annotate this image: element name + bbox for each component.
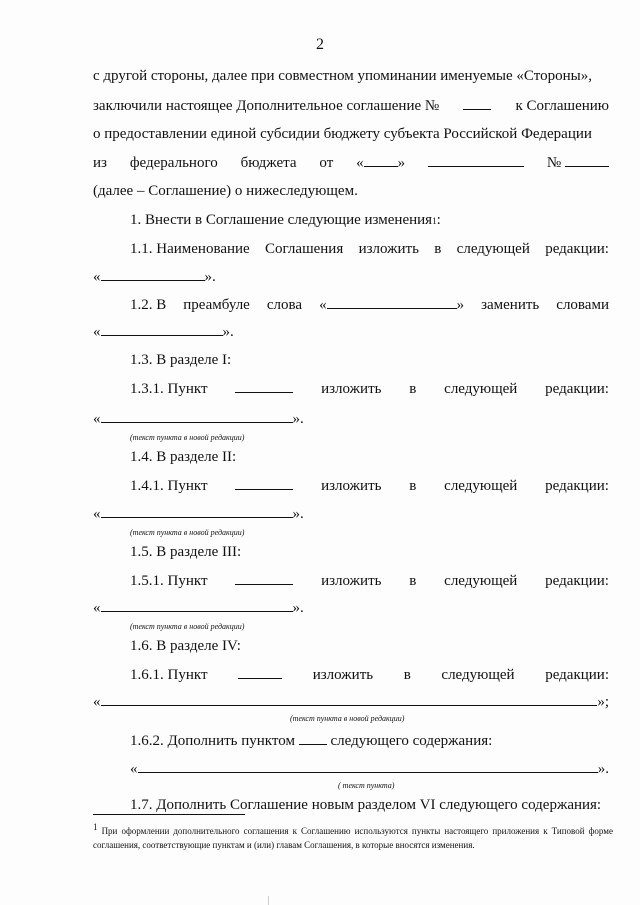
text-line-1 (93, 67, 609, 85)
close-quote: » (397, 155, 406, 171)
text-line-5 (93, 182, 609, 200)
text-fragment: 1.6. В разделе IV: (130, 638, 241, 654)
text-fragment: 1.5.1. Пункт (130, 573, 208, 589)
open-quote: « (319, 297, 327, 313)
text-line-23 (130, 731, 609, 750)
scan-artifact (268, 896, 269, 905)
date-group (356, 153, 405, 172)
text-fragment: к Соглашению (515, 98, 609, 114)
text-fragment: редакции: (545, 667, 609, 683)
text-fragment: изложить (321, 573, 382, 589)
section-heading (130, 448, 609, 466)
text-fragment: в (403, 667, 411, 683)
text-fragment: изложить (312, 667, 374, 683)
field-caption: ( текст пункта) (338, 781, 395, 790)
field-caption: (текст пункта в новой редакции) (130, 622, 245, 631)
blank-field-number[interactable] (565, 153, 609, 167)
text-line-9 (130, 295, 609, 314)
blank-field-day[interactable] (364, 153, 398, 167)
text-line-13 (93, 409, 609, 428)
footnote-separator (93, 814, 245, 815)
text-fragment: 1.6.2. Дополнить пунктом (130, 733, 295, 749)
text-fragment: 1.7. Дополнить Соглашение новым разделом VI следующего содержания: (130, 797, 602, 813)
text-fragment: федерального (129, 155, 218, 171)
text-fragment: 1.1. Наименование (130, 241, 250, 257)
text-line-15 (130, 476, 609, 495)
footnote (93, 820, 613, 852)
number-sign: № (546, 155, 562, 171)
footnote-text: При оформлении дополнительного соглашения к Соглашению используются пункты настоящего приложения к Типовой форме соглашения, соответствующие пунктам и (или) главам Соглашения, в которые вносятся изменения. (93, 826, 613, 850)
text-fragment: следующей (444, 478, 518, 494)
text-line-10 (93, 322, 609, 341)
quoted-blank-group (319, 295, 464, 314)
text-fragment: 1.3. В разделе I: (130, 352, 232, 368)
close-quote: ». (222, 324, 234, 340)
blank-field-agreement-number[interactable] (463, 96, 491, 110)
close-quote: »; (597, 694, 609, 710)
text-line-2 (93, 96, 609, 115)
text-fragment: 1.4. В разделе II: (130, 449, 237, 465)
blank-field-item-text[interactable] (101, 409, 293, 423)
text-fragment: бюджета (240, 155, 297, 171)
text-fragment: следующей (444, 573, 518, 589)
section-heading (130, 637, 609, 655)
text-fragment: от (319, 155, 334, 171)
text-line-19 (93, 598, 609, 617)
open-quote: « (93, 600, 101, 616)
text-fragment: в (409, 573, 417, 589)
blank-field-date[interactable] (428, 153, 524, 167)
close-quote: ». (292, 506, 304, 522)
blank-field-item-number[interactable] (299, 731, 327, 745)
close-quote: » (456, 297, 465, 313)
blank-field-item-text[interactable] (101, 692, 598, 706)
text-fragment: редакции: (545, 573, 609, 589)
blank-field-item[interactable] (235, 571, 293, 585)
open-quote: « (130, 761, 138, 777)
blank-field-title[interactable] (101, 267, 205, 281)
footnote-mark: 1 (93, 822, 98, 832)
text-line-22 (93, 692, 609, 711)
text-fragment: о предоставлении единой субсидии бюджету субъекта Российской Федерации (93, 126, 592, 142)
text-fragment: редакции: (545, 381, 609, 397)
blank-field-item-text[interactable] (101, 598, 293, 612)
text-fragment: Соглашения (265, 241, 344, 257)
text-fragment: редакции: (545, 241, 609, 257)
open-quote: « (93, 694, 101, 710)
text-line-12 (130, 379, 609, 398)
text-line-16 (93, 504, 609, 523)
text-fragment: 1.5. В разделе III: (130, 544, 242, 560)
open-quote: « (93, 324, 101, 340)
text-fragment: 1.2. В (130, 297, 167, 313)
section-heading (130, 351, 609, 369)
text-fragment: 1.3.1. Пункт (130, 381, 208, 397)
text-fragment: изложить (358, 241, 419, 257)
text-fragment: в (434, 241, 442, 257)
text-line-24 (130, 759, 609, 778)
text-fragment: изложить (321, 478, 382, 494)
field-caption: (текст пункта в новой редакции) (130, 433, 245, 442)
blank-field-item[interactable] (238, 665, 282, 679)
blank-field-new-words[interactable] (101, 322, 223, 336)
text-line-3 (93, 125, 609, 143)
close-quote: ». (204, 269, 216, 285)
text-line-6 (130, 211, 609, 230)
text-line-25 (130, 796, 609, 814)
text-fragment: редакции: (545, 478, 609, 494)
page-number: 2 (316, 36, 324, 53)
text-fragment: следующего содержания: (330, 733, 493, 749)
text-fragment: : (436, 212, 441, 228)
text-fragment: из (93, 155, 107, 171)
text-fragment: словами (556, 297, 609, 313)
text-line-7 (130, 240, 609, 258)
text-line-8 (93, 267, 609, 286)
text-line-4 (93, 153, 609, 172)
blank-field-item[interactable] (235, 379, 293, 393)
text-line-21 (130, 665, 609, 684)
text-fragment: следующей (456, 241, 530, 257)
text-fragment: 1. Внести в Соглашение следующие изменения (130, 212, 433, 228)
blank-field-old-words[interactable] (327, 295, 457, 309)
footnote-ref: 1 (432, 216, 437, 226)
close-quote: ». (597, 761, 609, 777)
open-quote: « (93, 411, 101, 427)
blank-field-item-text[interactable] (101, 504, 293, 518)
text-fragment: 1.4.1. Пункт (130, 478, 208, 494)
text-fragment: следующей (444, 381, 518, 397)
text-fragment: заменить (481, 297, 540, 313)
open-quote: « (93, 269, 101, 285)
text-fragment: в (409, 381, 417, 397)
text-fragment: преамбуле (183, 297, 250, 313)
text-fragment: 1.6.1. Пункт (130, 667, 208, 683)
number-group (547, 153, 609, 172)
text-fragment: изложить (321, 381, 382, 397)
close-quote: ». (292, 600, 304, 616)
text-fragment: с другой стороны, далее при совместном упоминании именуемые «Стороны», (93, 68, 592, 84)
blank-field-item[interactable] (235, 476, 293, 490)
text-fragment: в (409, 478, 417, 494)
field-caption: (текст пункта в новой редакции) (290, 714, 405, 723)
text-fragment: заключили настоящее Дополнительное соглашение № (93, 98, 440, 114)
open-quote: « (356, 155, 364, 171)
text-fragment: слова (266, 297, 303, 313)
field-caption: (текст пункта в новой редакции) (130, 528, 245, 537)
text-line-18 (130, 571, 609, 590)
text-fragment: (далее – Соглашение) о нижеследующем. (93, 183, 358, 199)
text-fragment: следующей (441, 667, 515, 683)
blank-field-new-item-text[interactable] (138, 759, 598, 773)
close-quote: ». (292, 411, 304, 427)
open-quote: « (93, 506, 101, 522)
section-heading (130, 543, 609, 561)
